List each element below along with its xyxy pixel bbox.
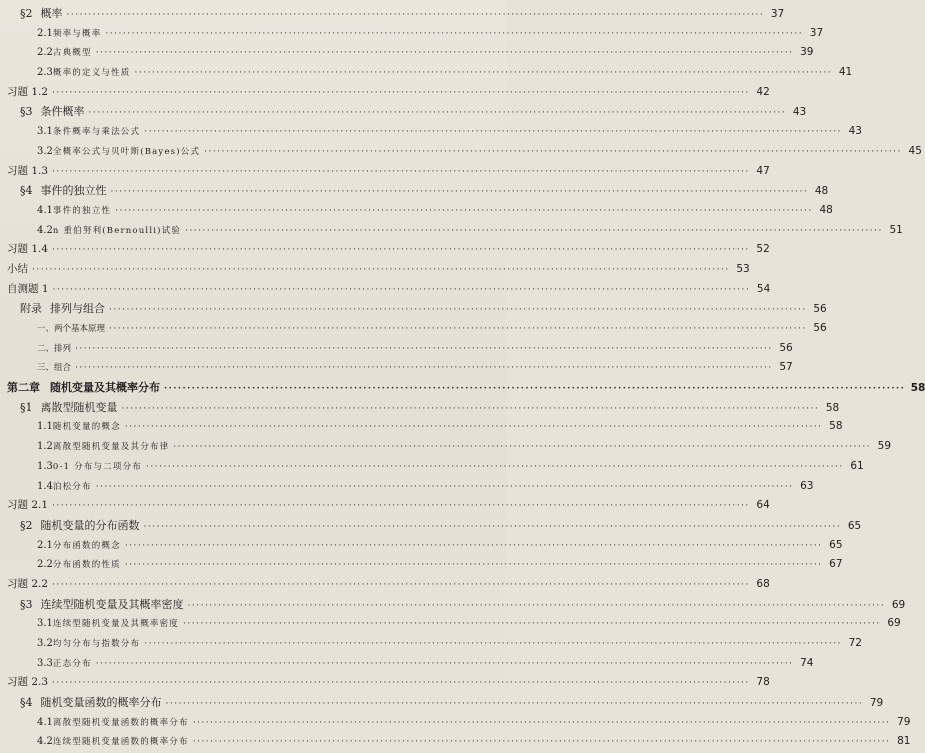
toc-entry-number: 2.3 <box>37 67 53 79</box>
toc-entry-number: 1.3 <box>37 460 53 472</box>
toc-entry-number: 3.2 <box>37 145 53 157</box>
toc-entry-number: §4 <box>20 184 33 198</box>
toc-entry <box>0 516 862 536</box>
dot-leader: ································································································································································ <box>52 284 751 295</box>
dot-leader: ································································································································································ <box>185 225 883 236</box>
toc-entry-title: 习题 1.4 <box>7 243 49 256</box>
toc-entry-number: 1.2 <box>37 441 53 453</box>
toc-entry-title: 事件的独立性 <box>40 184 107 198</box>
toc-entry-page-number: 79 <box>869 697 884 710</box>
toc-entry-title: 离散型随机变量函数的概率分布 <box>52 717 189 728</box>
toc-entry <box>0 634 862 654</box>
toc-entry <box>0 181 829 201</box>
dot-leader: ································································································································································ <box>124 422 823 433</box>
toc-entry-title: n 重伯努利(Bernoulli)试验 <box>52 225 182 236</box>
toc-entry <box>0 713 911 733</box>
toc-entry-title: 频率与概率 <box>52 28 102 39</box>
dot-leader: ································································································································································ <box>52 678 750 689</box>
toc-entry <box>0 299 827 319</box>
toc-entry <box>0 536 843 556</box>
toc-entry <box>0 63 853 83</box>
toc-entry-title: 随机变量的分布函数 <box>40 518 140 532</box>
toc-entry-page-number: 48 <box>819 203 833 216</box>
dot-leader: ································································································································································ <box>52 579 750 590</box>
toc-entry-title: 概率 <box>40 7 63 20</box>
toc-entry-page-number: 45 <box>908 144 922 157</box>
toc-entry <box>0 122 862 142</box>
toc-entry <box>0 417 843 437</box>
toc-entry-title: 习题 1.2 <box>7 85 49 98</box>
dot-leader: ································································································································································ <box>187 600 886 611</box>
toc-entry-page-number: 72 <box>848 637 862 649</box>
toc-entry-title: 自测题 1 <box>7 282 49 295</box>
toc-entry-page-number: 57 <box>779 361 793 374</box>
toc-entry-page-number: 67 <box>829 558 843 571</box>
dot-leader: ································································································································································ <box>124 560 823 571</box>
toc-entry-title: 离散型随机变量 <box>40 400 118 414</box>
dot-leader: ································································································································································ <box>173 442 872 453</box>
toc-entry-number: 1.4 <box>37 480 53 492</box>
toc-entry-number: 3.3 <box>37 657 53 669</box>
toc-entry-page-number: 47 <box>756 164 770 177</box>
dot-leader: ································································································································································ <box>192 717 891 728</box>
toc-entry-number: §3 <box>20 105 33 119</box>
toc-entry-number: 附录 <box>20 302 42 316</box>
dot-leader: ································································································································································ <box>121 403 820 414</box>
dot-leader: ································································································································································ <box>146 461 844 472</box>
dot-leader: ································································································································································ <box>88 108 787 119</box>
toc-entry <box>0 4 785 24</box>
dot-leader: ································································································································································ <box>75 343 773 354</box>
toc-entry-page-number: 56 <box>813 303 827 316</box>
toc-entry <box>0 280 771 300</box>
dot-leader: ································································································································································ <box>204 146 902 157</box>
toc-entry <box>0 142 922 162</box>
toc-entry <box>0 654 814 674</box>
toc-entry-title: 习题 1.3 <box>7 164 49 177</box>
toc-entry-page-number: 42 <box>756 85 770 98</box>
toc-entry-page-number: 43 <box>848 125 862 138</box>
dot-leader: ································································································································································ <box>183 619 881 630</box>
toc-entry <box>0 595 906 615</box>
toc-entry <box>0 221 903 241</box>
toc-entry-page-number: 64 <box>756 499 770 512</box>
toc-entry-title: 连续型随机变量及其概率密度 <box>52 619 180 630</box>
toc-entry-page-number: 37 <box>809 26 824 39</box>
toc-entry <box>0 201 833 221</box>
toc-entry-page-number: 69 <box>891 598 906 611</box>
toc-entry-page-number: 52 <box>756 243 770 256</box>
dot-leader: ································································································································································ <box>52 245 750 256</box>
toc-entry-number: §2 <box>20 518 33 532</box>
dot-leader: ································································································································································ <box>115 205 813 216</box>
toc-entry-page-number: 51 <box>889 223 903 236</box>
dot-leader: ································································································································································ <box>144 127 842 138</box>
toc-entry-title: 二、排列 <box>37 343 72 354</box>
toc-entry-title: 小结 <box>7 262 28 275</box>
toc-entry-title: 一、两个基本原理 <box>37 324 106 334</box>
toc-entry-number: 4.1 <box>37 716 53 728</box>
toc-entry-title: 离散型随机变量及其分布律 <box>52 442 170 453</box>
toc-entry-number: 4.1 <box>37 204 53 216</box>
dot-leader: ································································································································································ <box>32 264 730 275</box>
toc-entry-title: 全概率公式与贝叶斯(Bayes)公式 <box>52 146 201 157</box>
dot-leader: ································································································································································ <box>95 481 794 492</box>
toc-entry-page-number: 65 <box>829 538 843 551</box>
toc-entry <box>0 162 770 182</box>
toc-entry-page-number: 61 <box>850 459 864 472</box>
toc-entry <box>0 358 793 378</box>
toc-entry-number: 2.1 <box>37 27 53 39</box>
toc-entry-number: §1 <box>20 400 33 414</box>
toc-entry-title: 习题 2.3 <box>7 676 49 689</box>
toc-entry <box>0 319 827 339</box>
toc-entry-title: 连续型随机变量及其概率密度 <box>40 597 184 611</box>
toc-entry <box>0 240 770 260</box>
toc-entry <box>0 398 840 418</box>
toc-entry-number: 第二章 <box>7 381 40 395</box>
toc-entry <box>0 673 770 693</box>
toc-entry-title: 均匀分布与指数分布 <box>52 639 141 649</box>
table-of-contents <box>0 4 925 752</box>
toc-entry-number: 3.2 <box>37 638 53 649</box>
toc-entry-page-number: 58 <box>829 420 843 433</box>
toc-entry-title: 三、组合 <box>37 363 72 374</box>
toc-entry-title: 条件概率与乘法公式 <box>52 127 141 138</box>
dot-leader: ································································································································································ <box>95 48 794 59</box>
toc-entry-page-number: 65 <box>847 519 862 532</box>
dot-leader: ································································································································································ <box>124 540 823 551</box>
dot-leader: ································································································································································ <box>66 10 765 20</box>
dot-leader: ································································································································································ <box>52 87 750 98</box>
toc-entry-title: 排列与组合 <box>50 302 105 316</box>
toc-entry-title: 随机变量及其概率分布 <box>50 381 160 395</box>
toc-entry-page-number: 69 <box>887 617 901 630</box>
toc-entry-page-number: 74 <box>800 656 814 669</box>
toc-entry-number: 2.2 <box>37 559 53 571</box>
toc-entry-title: 习题 2.1 <box>7 499 49 512</box>
dot-leader: ································································································································································ <box>143 521 842 532</box>
toc-entry <box>0 260 750 280</box>
toc-entry <box>0 83 770 103</box>
toc-entry-page-number: 48 <box>814 185 829 198</box>
toc-entry-number: 2.2 <box>37 47 53 59</box>
toc-entry <box>0 457 864 477</box>
toc-entry-number: 4.2 <box>37 736 53 748</box>
toc-entry-title: 泊松分布 <box>52 481 92 492</box>
toc-entry-number: 3.1 <box>37 126 53 138</box>
toc-entry-page-number: 56 <box>779 341 793 354</box>
toc-entry-page-number: 54 <box>756 282 771 295</box>
toc-entry-page-number: 79 <box>897 715 911 728</box>
toc-entry-page-number: 78 <box>756 676 770 689</box>
toc-entry-title: 正态分布 <box>52 658 92 669</box>
toc-entry-title: 分布函数的概念 <box>52 540 121 551</box>
toc-entry-title: 0-1 分布与二项分布 <box>52 461 142 472</box>
toc-entry-page-number: 39 <box>800 46 814 59</box>
toc-entry-title: 事件的独立性 <box>52 205 112 216</box>
toc-entry <box>0 477 814 497</box>
dot-leader: ································································································································································ <box>95 658 794 669</box>
toc-entry-page-number: 81 <box>897 735 911 748</box>
dot-leader: ································································································································································ <box>52 166 750 177</box>
toc-entry-number: 1.1 <box>37 421 53 433</box>
toc-entry-title: 随机变量的概念 <box>52 422 121 433</box>
toc-entry-number: §4 <box>20 696 33 710</box>
dot-leader: ································································································································································ <box>75 363 773 374</box>
toc-entry-title: 习题 2.2 <box>7 577 49 590</box>
toc-entry <box>0 693 884 713</box>
toc-entry-title: 分布函数的性质 <box>52 560 121 571</box>
toc-entry-page-number: 58 <box>910 382 925 395</box>
toc-entry <box>0 102 807 122</box>
dot-leader: ································································································································································ <box>165 699 864 710</box>
dot-leader: ································································································································································ <box>105 28 804 39</box>
toc-entry-page-number: 58 <box>825 401 840 414</box>
toc-entry-page-number: 41 <box>838 66 853 79</box>
toc-entry <box>0 24 824 44</box>
toc-entry <box>0 437 892 457</box>
toc-entry-page-number: 68 <box>756 577 770 590</box>
toc-entry-number: §2 <box>20 7 33 20</box>
dot-leader: ································································································································································ <box>144 639 842 649</box>
dot-leader: ································································································································································ <box>52 501 750 512</box>
toc-entry-title: 连续型随机变量函数的概率分布 <box>52 737 189 748</box>
dot-leader: ································································································································································ <box>134 68 833 79</box>
toc-entry <box>0 575 770 595</box>
dot-leader: ································································································································································ <box>109 324 807 334</box>
dot-leader: ································································································································································ <box>109 305 807 316</box>
toc-entry <box>0 378 925 398</box>
toc-entry <box>0 496 770 516</box>
toc-entry-page-number: 43 <box>792 106 807 119</box>
toc-entry-page-number: 56 <box>813 322 827 334</box>
toc-entry-number: §3 <box>20 597 33 611</box>
toc-entry-title: 概率的定义与性质 <box>52 68 131 79</box>
dot-leader: ································································································································································ <box>192 737 891 748</box>
toc-entry-title: 随机变量函数的概率分布 <box>40 696 162 710</box>
toc-entry-number: 4.2 <box>37 224 53 236</box>
toc-entry <box>0 732 911 752</box>
toc-entry <box>0 43 814 63</box>
dot-leader: ································································································································································ <box>164 384 906 395</box>
toc-entry-page-number: 59 <box>877 440 892 453</box>
toc-entry-title: 古典概型 <box>52 48 92 59</box>
dot-leader: ································································································································································ <box>110 187 809 198</box>
toc-entry <box>0 614 901 634</box>
toc-entry-page-number: 53 <box>736 262 750 275</box>
toc-entry-number: 3.1 <box>37 618 53 630</box>
toc-entry-page-number: 37 <box>770 8 785 20</box>
toc-entry <box>0 555 843 575</box>
toc-entry-page-number: 63 <box>800 479 814 492</box>
toc-entry <box>0 339 793 359</box>
toc-entry-title: 条件概率 <box>40 105 85 119</box>
toc-entry-number: 2.1 <box>37 539 53 551</box>
